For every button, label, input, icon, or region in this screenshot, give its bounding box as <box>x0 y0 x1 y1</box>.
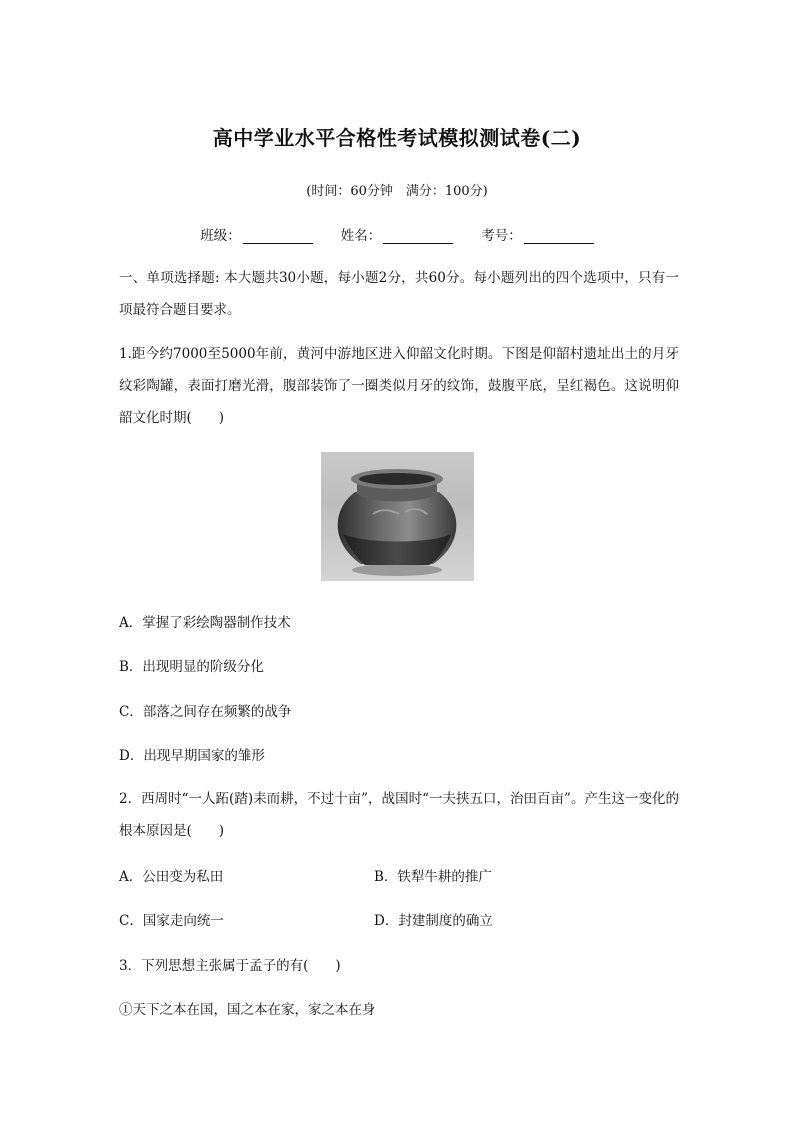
exam-number-label: 考号： <box>481 228 522 244</box>
student-info-row <box>0 224 794 244</box>
exam-title: 高中学业水平合格性考试模拟测试卷(二) <box>212 126 582 150</box>
name-label: 姓名： <box>340 228 382 244</box>
pottery-jar-icon <box>321 452 474 581</box>
class-label: 班级： <box>200 228 241 244</box>
q1-option-a: A．掌握了彩绘陶器制作技术 <box>119 615 291 631</box>
q1-option-c: C．部落之间存在频繁的战争 <box>119 704 292 720</box>
class-field <box>200 224 313 244</box>
question-2-stem: 2．西周时“一人跖(踏)耒而耕，不过十亩”，战国时“一夫挟五口，治田百亩”。产生这一变化的根本原因是( ) <box>119 791 679 839</box>
question-1-stem: 1.距今约7000至5000年前，黄河中游地区进入仰韶文化时期。下图是仰韶村遗址出土的月牙纹彩陶罐，表面打磨光滑，腹部装饰了一圈类似月牙的纹饰，鼓腹平底，呈红褐色。这说明仰韶文化时期( ) <box>119 346 679 426</box>
section-heading-bold: 一、单项选择题 <box>119 270 216 286</box>
name-blank[interactable] <box>383 229 453 244</box>
class-blank[interactable] <box>243 229 313 244</box>
name-field <box>341 224 454 244</box>
pottery-jar-photo <box>321 452 474 581</box>
q1-option-b: B．出现明显的阶级分化 <box>119 659 264 675</box>
q2-option-c: C．国家走向统一 <box>119 913 224 929</box>
exam-number-field <box>481 224 594 244</box>
exam-number-blank[interactable] <box>524 229 594 244</box>
section-heading-text: : 本大题共30小题，每小题2分，共60分。每小题列出的四个选项中，只有一项最符合题目要求。 <box>119 270 679 318</box>
q1-option-d: D．出现早期国家的雏形 <box>119 748 265 764</box>
exam-subtitle: (时间：60分钟 满分：100分) <box>306 184 488 199</box>
q2-option-b: B．铁犁牛耕的推广 <box>374 869 492 885</box>
section-heading <box>119 262 679 326</box>
q3-item-1: ①天下之本在国，国之本在家，家之本在身 <box>119 1002 376 1018</box>
q2-option-a: A．公田变为私田 <box>119 869 224 885</box>
q2-option-d: D．封建制度的确立 <box>374 913 493 929</box>
question-3-stem: 3．下列思想主张属于孟子的有( ) <box>119 958 341 974</box>
